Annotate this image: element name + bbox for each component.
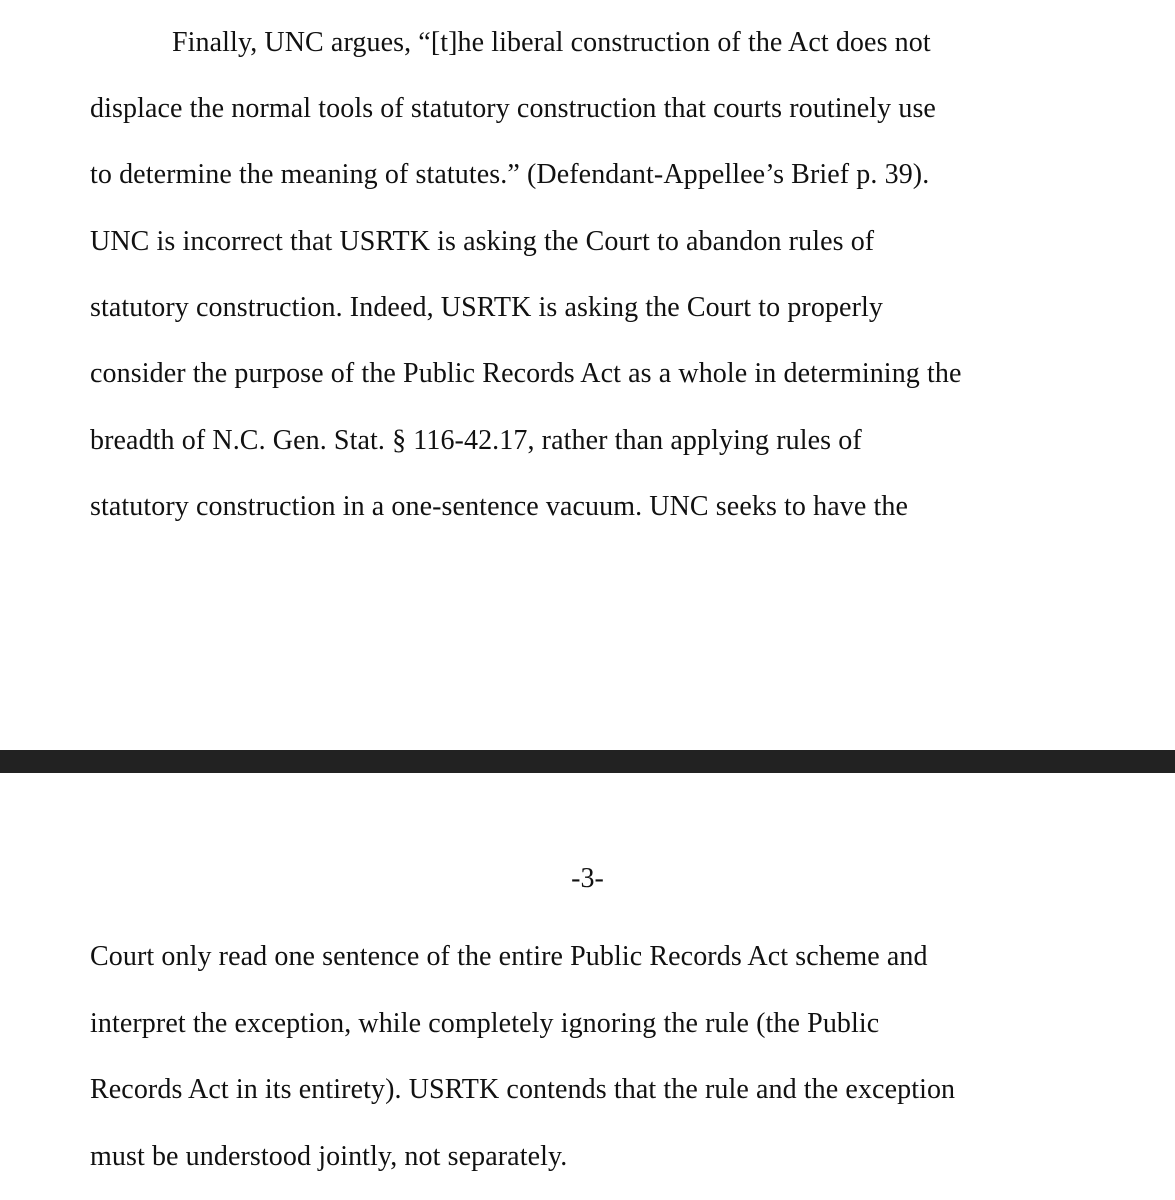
page-bottom-section: [0, 773, 1175, 1200]
page-break-divider: [0, 750, 1175, 773]
paragraph-line: breadth of N.C. Gen. Stat. § 116-42.17, rather than applying rules of: [90, 425, 862, 456]
paragraph-line: displace the normal tools of statutory construction that courts routinely use: [90, 93, 936, 124]
paragraph-line: Finally, UNC argues, “[t]he liberal construction of the Act does not: [172, 27, 931, 58]
paragraph-line: UNC is incorrect that USRTK is asking the Court to abandon rules of: [90, 226, 875, 257]
paragraph-line: statutory construction. Indeed, USRTK is asking the Court to properly: [90, 292, 883, 323]
page-number: -3-: [571, 863, 604, 894]
paragraph-line: consider the purpose of the Public Records Act as a whole in determining the: [90, 358, 962, 389]
paragraph-line: Court only read one sentence of the entire Public Records Act scheme and: [90, 941, 928, 972]
paragraph-line: to determine the meaning of statutes.” (Defendant-Appellee’s Brief p. 39).: [90, 159, 930, 190]
paragraph-line: must be understood jointly, not separately.: [90, 1141, 568, 1172]
paragraph-line: Records Act in its entirety). USRTK contends that the rule and the exception: [90, 1074, 956, 1105]
paragraph-line: interpret the exception, while completely ignoring the rule (the Public: [90, 1008, 880, 1039]
paragraph-line: statutory construction in a one-sentence vacuum. UNC seeks to have the: [90, 491, 908, 522]
